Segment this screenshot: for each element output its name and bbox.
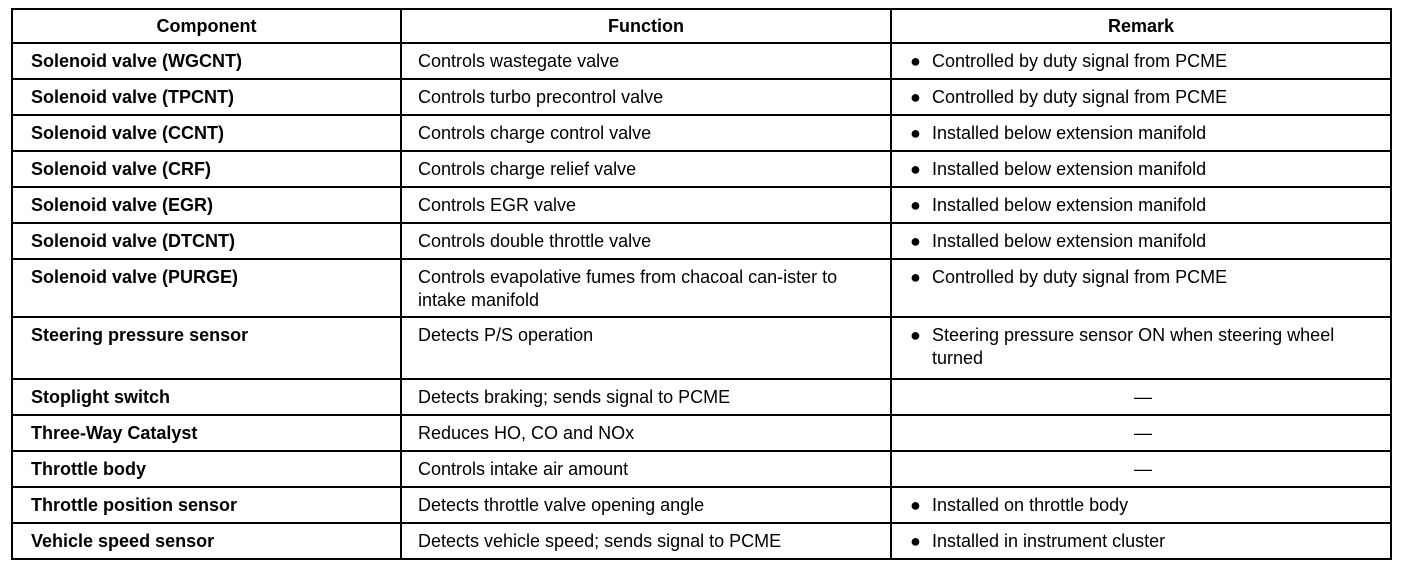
bullet-icon: ● — [910, 531, 921, 551]
table-row — [12, 187, 1391, 223]
remark-cell — [891, 317, 1391, 379]
function-cell: Detects throttle valve opening angle — [401, 487, 891, 523]
component-cell: Solenoid valve (WGCNT) — [12, 43, 401, 79]
bullet-icon: ● — [910, 195, 921, 215]
remark-cell — [891, 43, 1391, 79]
component-cell: Throttle position sensor — [12, 487, 401, 523]
bullet-icon: ● — [910, 159, 921, 179]
component-cell: Solenoid valve (CRF) — [12, 151, 401, 187]
remark-text: Installed on throttle body — [932, 495, 1129, 515]
bullet-icon: ● — [910, 495, 921, 515]
remark-cell — [891, 223, 1391, 259]
bullet-icon: ● — [910, 325, 921, 345]
remark-cell — [891, 151, 1391, 187]
remark-cell — [891, 523, 1391, 559]
remark-text: Controlled by duty signal from PCME — [932, 87, 1228, 107]
remark-cell — [891, 487, 1391, 523]
component-cell: Solenoid valve (EGR) — [12, 187, 401, 223]
remark-cell — [891, 259, 1391, 317]
remark-dash: — — [1134, 459, 1152, 479]
table-row — [12, 223, 1391, 259]
function-cell: Controls turbo precontrol valve — [401, 79, 891, 115]
function-cell: Controls intake air amount — [401, 451, 891, 487]
remark-cell — [891, 79, 1391, 115]
function-cell: Controls double throttle valve — [401, 223, 891, 259]
remark-dash: — — [1134, 423, 1152, 443]
table-row — [12, 259, 1391, 317]
function-cell: Controls wastegate valve — [401, 43, 891, 79]
function-cell: Detects P/S operation — [401, 317, 891, 379]
remark-dash: — — [1134, 387, 1152, 407]
table-row — [12, 451, 1391, 487]
remark-cell — [891, 187, 1391, 223]
component-cell: Solenoid valve (TPCNT) — [12, 79, 401, 115]
bullet-icon: ● — [910, 267, 921, 287]
remark-cell — [891, 415, 1391, 451]
function-cell: Controls EGR valve — [401, 187, 891, 223]
remark-text: Installed below extension manifold — [932, 123, 1207, 143]
function-cell: Reduces HO, CO and NOx — [401, 415, 891, 451]
function-cell: Controls charge control valve — [401, 115, 891, 151]
component-cell: Solenoid valve (PURGE) — [12, 259, 401, 317]
remark-text: Installed below extension manifold — [932, 195, 1207, 215]
bullet-icon: ● — [910, 51, 921, 71]
remark-cell — [891, 115, 1391, 151]
table-row — [12, 79, 1391, 115]
remark-cell — [891, 379, 1391, 415]
remark-text: Installed below extension manifold — [932, 231, 1207, 251]
remark-text: Controlled by duty signal from PCME — [932, 51, 1228, 71]
component-cell: Solenoid valve (CCNT) — [12, 115, 401, 151]
table-row — [12, 115, 1391, 151]
remark-text: Installed below extension manifold — [932, 159, 1207, 179]
function-cell: Controls evapolative fumes from chacoal can-ister to intake manifold — [401, 259, 891, 317]
bullet-icon: ● — [910, 123, 921, 143]
function-cell: Detects braking; sends signal to PCME — [401, 379, 891, 415]
header-remark: Remark — [891, 9, 1391, 43]
bullet-icon: ● — [910, 231, 921, 251]
table-row — [12, 415, 1391, 451]
component-cell: Solenoid valve (DTCNT) — [12, 223, 401, 259]
table-body — [12, 43, 1391, 559]
table-row — [12, 43, 1391, 79]
table-row — [12, 317, 1391, 379]
bullet-icon: ● — [910, 87, 921, 107]
remark-cell — [891, 451, 1391, 487]
function-cell: Controls charge relief valve — [401, 151, 891, 187]
component-cell: Throttle body — [12, 451, 401, 487]
component-cell: Three-Way Catalyst — [12, 415, 401, 451]
header-function: Function — [401, 9, 891, 43]
function-cell: Detects vehicle speed; sends signal to PCME — [401, 523, 891, 559]
header-component: Component — [12, 9, 401, 43]
header-row — [12, 9, 1391, 43]
table-row — [12, 151, 1391, 187]
table-row — [12, 379, 1391, 415]
remark-text: Steering pressure sensor ON when steering wheel turned — [932, 325, 1335, 368]
component-cell: Steering pressure sensor — [12, 317, 401, 379]
remark-text: Installed in instrument cluster — [932, 531, 1166, 551]
component-cell: Vehicle speed sensor — [12, 523, 401, 559]
remark-text: Controlled by duty signal from PCME — [932, 267, 1228, 287]
component-cell: Stoplight switch — [12, 379, 401, 415]
table-row — [12, 487, 1391, 523]
component-table — [11, 8, 1392, 560]
table-row — [12, 523, 1391, 559]
